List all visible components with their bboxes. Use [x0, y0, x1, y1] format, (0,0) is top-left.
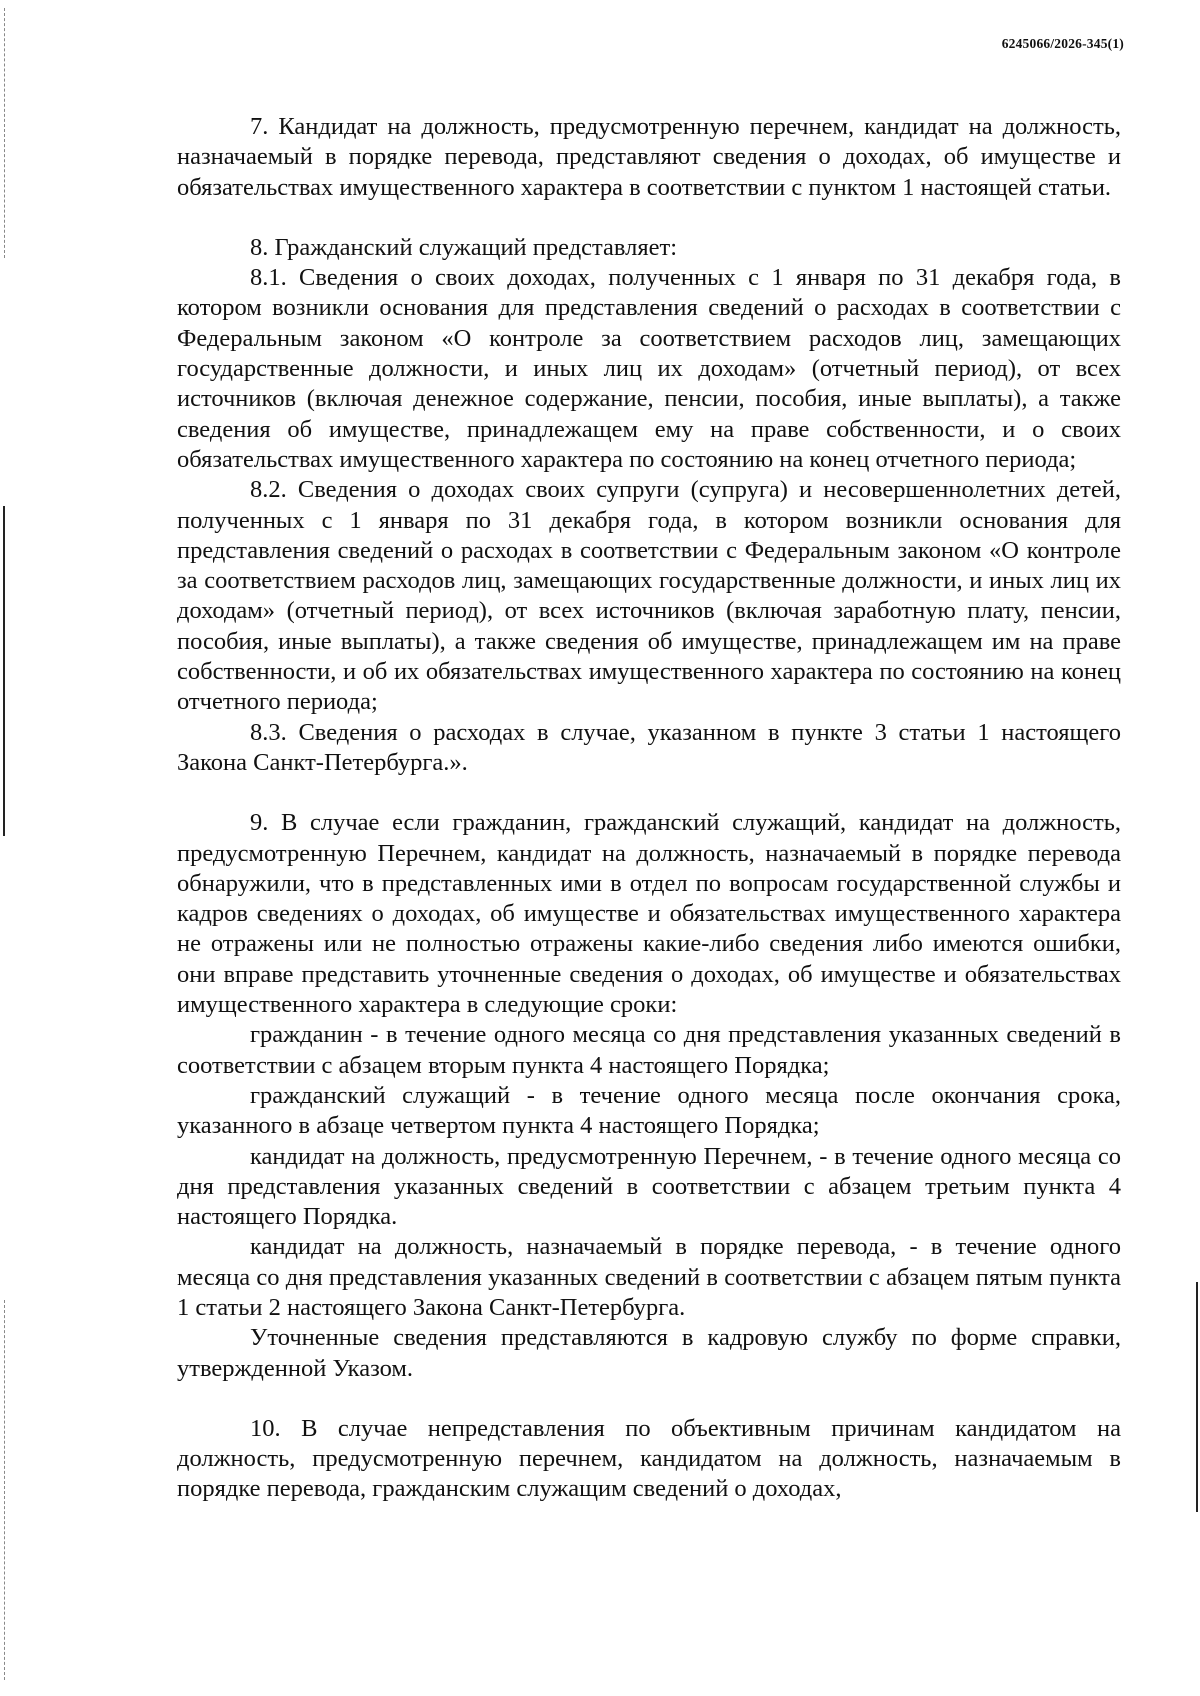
paragraph-9: 9. В случае если гражданин, гражданский служащий, кандидат на должность, предусмотренную Перечнем, кандидат на должность, назначаемый в порядке перевода обнаружили, что в представленных ими в отдел по вопросам государственной службы и кадров сведениях о доходах, об имуществе и обязательствах имущественного характера не отражены или не полностью отражены какие-либо сведения либо имеются ошибки, они вправе представить уточненные сведения о доходах, об имуществе и обязательствах имущественного характера в следующие сроки:	[177, 809, 1121, 1019]
paragraph-9-civil-servant: гражданский служащий - в течение одного месяца после окончания срока, указанного в абзаце четвертом пункта 4 настоящего Порядка;	[177, 1081, 1121, 1140]
scan-edge-mark	[4, 1300, 7, 1680]
scan-edge-mark	[3, 506, 5, 836]
paragraph-8-3: 8.3. Сведения о расходах в случае, указанном в пункте 3 статьи 1 настоящего Закона Санкт-Петербурга.».	[177, 718, 1121, 776]
document-number: 6245066/2026-345(1)	[1001, 36, 1124, 51]
paragraph-9-citizen: гражданин - в течение одного месяца со дня представления указанных сведений в соответствии с абзацем вторым пункта 4 настоящего Порядка;	[177, 1021, 1121, 1079]
paragraph-9-candidate-list: кандидат на должность, предусмотренную Перечнем, - в течение одного месяца со дня представления указанных сведений в соответствии с абзацем третьим пункта 4 настоящего Порядка.	[177, 1142, 1121, 1231]
paragraph-9-clarified: Уточненные сведения представляются в кадровую службу по форме справки, утвержденной Указом.	[177, 1324, 1121, 1382]
scan-edge-mark	[4, 8, 7, 258]
paragraph-8-2: 8.2. Сведения о доходах своих супруги (супруга) и несовершеннолетних детей, полученных с 1 января по 31 декабря года, в котором возникли основания для представления сведений о расходах в соответствии с Федеральным законом «О контроле за соответствием расходов лиц, замещающих государственные должности, и иных лиц их доходам» (отчетный период), от всех источников (включая заработную плату, пенсии, пособия, иные выплаты), а также сведения об имуществе, принадлежащем им на праве собственности, и об их обязательствах имущественного характера по состоянию на конец отчетного периода;	[177, 476, 1121, 716]
paragraph-9-candidate-transfer: кандидат на должность, назначаемый в порядке перевода, - в течение одного месяца со дня представления указанных сведений в соответствии с абзацем пятым пункта 1 статьи 2 настоящего Закона Санкт-Петербурга.	[177, 1233, 1121, 1321]
paragraph-8-1: 8.1. Сведения о своих доходах, полученных с 1 января по 31 декабря года, в котором возникли основания для представления сведений о расходах в соответствии с Федеральным законом «О контроле за соответствием расходов лиц, замещающих государственные должности, и иных лиц их доходам» (отчетный период), от всех источников (включая денежное содержание, пенсии, пособия, иные выплаты), а также сведения об имуществе, принадлежащем ему на праве собственности, и о своих обязательствах имущественного характера по состоянию на конец отчетного периода;	[177, 264, 1121, 473]
paragraph-7: 7. Кандидат на должность, предусмотренную перечнем, кандидат на должность, назначаемый в порядке перевода, представляют сведения о доходах, об имуществе и обязательствах имущественного характера в соответствии с пунктом 1 настоящей статьи.	[177, 113, 1121, 201]
document-body	[177, 112, 1121, 1505]
paragraph-8: 8. Гражданский служащий представляет:	[250, 233, 678, 261]
scan-edge-mark	[1196, 1282, 1198, 1512]
paragraph-10: 10. В случае непредставления по объективным причинам кандидатом на должность, предусмотренную перечнем, кандидатом на должность, назначаемым в порядке перевода, гражданским служащим сведений о доходах,	[177, 1414, 1121, 1503]
